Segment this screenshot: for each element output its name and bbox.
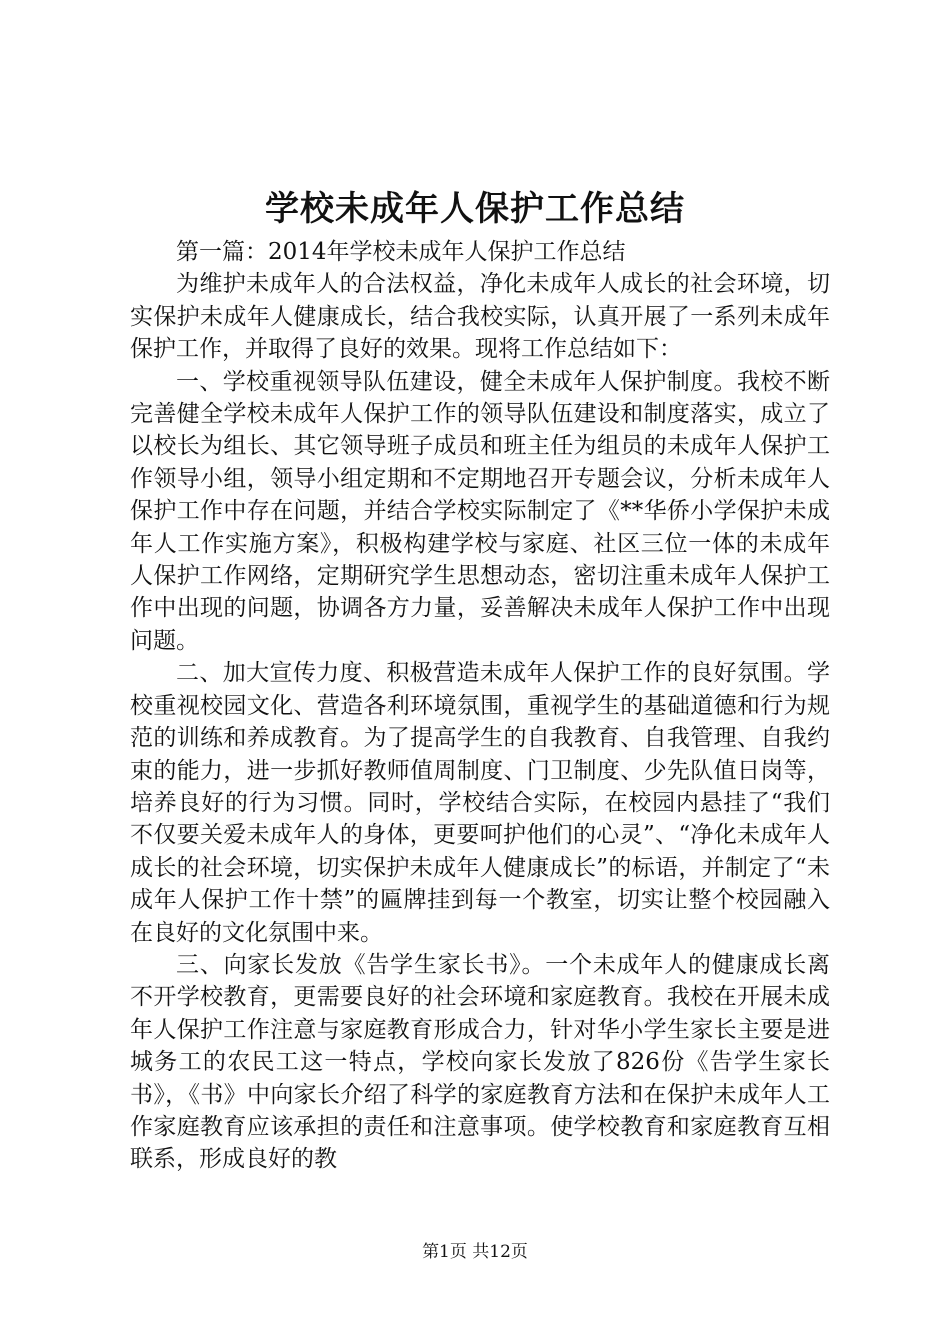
page-footer: 第1页 共12页 — [422, 1242, 528, 1262]
paragraph-section-2: 二、加大宣传力度、积极营造未成年人保护工作的良好氛围。学校重视校园文化、营造各利环境氛围，重视学生的基础道德和行为规范的训练和养成教育。为了提高学生的自我教育、自我管理、自我约束的能力，进一步抓好教师值周制度、门卫制度、少先队值日岗等，培养良好的行为习惯。同时，学校结合实际，在校园内悬挂了“我们不仅要关爱未成年人的身体，更要呵护他们的心灵”、“净化未成年人成长的社会环境，切实保护未成年人健康成长”的标语，并制定了“未成年人保护工作十禁”的匾牌挂到每一个教室，切实让整个校园融入在良好的文化氛围中来。 — [130, 660, 830, 946]
section-heading: 第一篇：2014年学校未成年人保护工作总结 — [176, 239, 626, 265]
paragraph-section-3: 三、向家长发放《告学生家长书》。一个未成年人的健康成长离不开学校教育，更需要良好的社会环境和家庭教育。我校在开展未成年人保护工作注意与家庭教育形成合力，针对华小学生家长主要是进城务工的农民工这一特点，学校向家长发放了826份《告学生家长书》，《书》中向家长介绍了科学的家庭教育方法和在保护未成年人工作家庭教育应该承担的责任和注意事项。使学校教育和家庭教育互相联系，形成良好的教 — [130, 951, 830, 1173]
paragraph-intro: 为维护未成年人的合法权益，净化未成年人成长的社会环境，切实保护未成年人健康成长，结合我校实际，认真开展了一系列未成年保护工作，并取得了良好的效果。现将工作总结如下： — [130, 271, 830, 363]
document-body — [130, 236, 830, 1176]
paragraph-section-1: 一、学校重视领导队伍建设，健全未成年人保护制度。我校不断完善健全学校未成年人保护工作的领导队伍建设和制度落实，成立了以校长为组长、其它领导班子成员和班主任为组员的未成年人保护工作领导小组，领导小组定期和不定期地召开专题会议，分析未成年人保护工作中存在问题，并结合学校实际制定了《**华侨小学保护未成年人工作实施方案》，积极构建学校与家庭、社区三位一体的未成年人保护工作网络，定期研究学生思想动态，密切注重未成年人保护工作中出现的问题，协调各方力量，妥善解决未成年人保护工作中出现问题。 — [130, 368, 830, 654]
page-title: 学校未成年人保护工作总结 — [265, 189, 685, 229]
